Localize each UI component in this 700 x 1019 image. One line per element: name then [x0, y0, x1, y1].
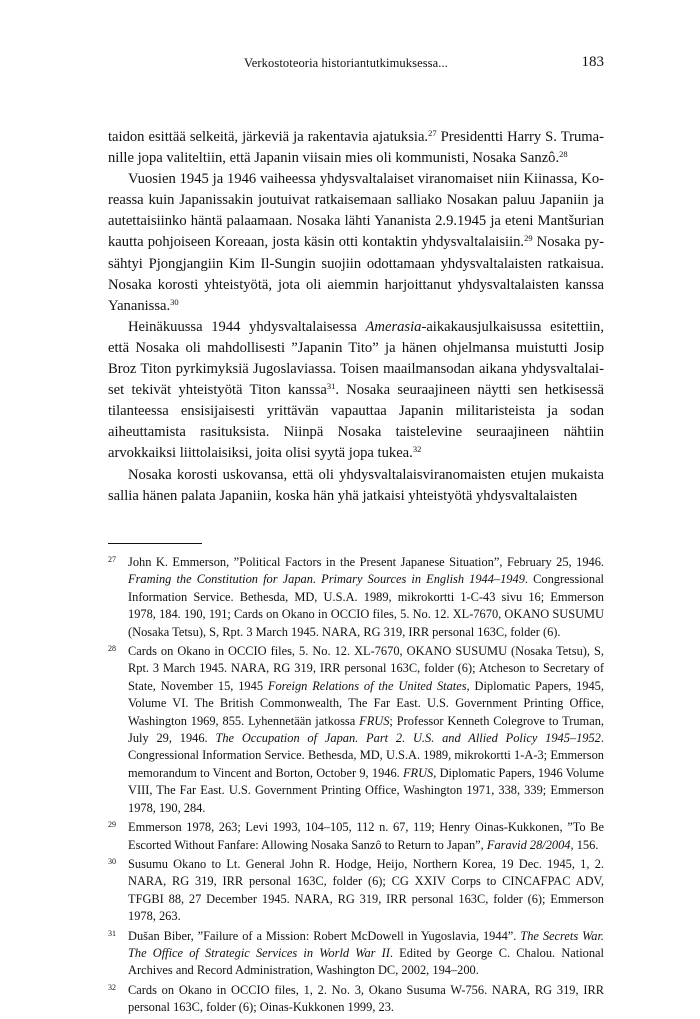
- text-run: . Nosaka seuraajineen näytti sen hetkisessä tilanteessa ensisijaisesti yrittävän vapauttaa Japanin militaristeista ja sodan aiheuttamista rasituksista. Niinpä Nosaka taistelevine seuraajineen nähtiin arvokkaiksi liittolaisiksi, joita olisi syytä jopa tukea.: [108, 382, 604, 462]
- footnote-30: [108, 856, 604, 926]
- footnote-ref: 32: [412, 444, 422, 455]
- footnote-ref: 31: [326, 381, 336, 392]
- footnote-29: [108, 819, 604, 854]
- text-run: Foreign Relations of the United States: [267, 678, 467, 693]
- text-run: -aikakausjulkaisussa esitettiin, että Nosaka oli mahdollisesti ”Japanin Tito” ja hänen ohjelmansa muistutti Josip Broz Titon pyrkimyksiä Jugoslaviassa. Toisen maailmansodan aikana yhdysvaltalaiset tekivät yhteistyötä Titon kanssa: [108, 318, 604, 399]
- text-run: Framing the Constitution for Japan. Primary Sources in English 1944–1949: [128, 572, 525, 587]
- text-run: Dušan Biber, ”Failure of a Mission: Robert McDowell in Yugoslavia, 1944”.: [128, 928, 521, 943]
- footnotes: [108, 554, 604, 1019]
- footnote-number: 32: [108, 982, 116, 992]
- text-run: , 156.: [570, 837, 599, 852]
- text-run: taidon esittää selkeitä, järkeviä ja rakentavia ajatuksia.: [108, 129, 429, 145]
- text-run: . Congressional Information Service. Bethesda, MD, U.S.A. 1989, mikrokortti 1-C-43 sivu 16; Emmerson 1978, 184. 190, 191; Cards on Okano in OCCIO files, 5. No. 12. XL-7670, OKANO SUSUMU (Nosaka Tetsu), S, Rpt. 3 March 1945. NARA, RG 319, IRR personal 163C, folder (6).: [128, 572, 605, 639]
- footnote-number: 27: [108, 555, 116, 564]
- text-run: The Secrets War. The Office of Strategic Services in World War II: [128, 928, 604, 960]
- footnote-ref: 27: [428, 128, 437, 138]
- footnote-ref: 30: [170, 296, 179, 307]
- text-run: Presidentti Harry S. Trumanille jopa valiteltiin, että Japanin viisain mies oli kommunisti, Nosaka Sanzô.: [108, 129, 604, 167]
- paragraph: [108, 465, 604, 507]
- footnote-31: [108, 928, 604, 980]
- text-run: Cards on Okano in OCCIO files, 1, 2. No. 3, Okano Susuma W-756. NARA, RG 319, IRR personal 163C, folder (6); Oinas-Kukkonen 1999, 23.: [128, 982, 604, 1015]
- footnote-28: [108, 643, 604, 817]
- footnote-27: [108, 554, 604, 641]
- text-run: Heinäkuussa 1944 yhdysvaltalaisessa: [128, 318, 366, 335]
- text-run: FRUS: [359, 713, 390, 728]
- text-run: Nosaka korosti uskovansa, että oli yhdysvaltalaisviranomaisten etujen mukaista sallia hänen palata Japaniin, koska hän yhä jatkaisi yhteistyötä yhdysvaltalaisten: [108, 466, 604, 504]
- text-run: , Diplomatic Papers, 1945, Volume VI. The British Commonwealth, The Far East. U.S. Government Printing Office, Washington 1969, 855. Lyhennetään jatkossa: [128, 678, 604, 728]
- footnote-divider: [108, 543, 202, 544]
- text-run: Faravid 28/2004: [486, 837, 571, 852]
- running-title: Verkostoteoria historiantutkimuksessa...: [244, 56, 448, 70]
- body-text: [108, 127, 604, 507]
- text-run: Nosaka pysähtyi Pjongjangiin Kim Il-Sungin suojiin odottamaan yhdysvaltalaisten ratkaisua. Nosaka korosti yhteistyötä, jota oli aiemmin harjoittanut yhdysvaltalaisten kanssa Yananissa.: [108, 234, 604, 314]
- text-run: Vuosien 1945 ja 1946 vaiheessa yhdysvaltalaiset viranomaiset niin Kiinassa, Koreassa kuin Japanissakin joutuivat ratkaisemaan salliako Nosakan paluu Japaniin ja autettaisiinko häntä palaamaan. Nosaka lähti Yananista 2.9.1945 ja eteni Mantšurian kautta pohjoiseen Koreaan, josta käsin otti kontaktin yhdysvaltalaisiin.: [108, 171, 604, 251]
- text-run: Emmerson 1978, 263; Levi 1993, 104–105, 112 n. 67, 119; Henry Oinas-Kukkonen, ”To Be Escorted Without Fanfare: Allowing Nosaka Sanzô to Return to Japan”,: [128, 820, 604, 852]
- text-run: , Diplomatic Papers, 1946 Volume VIII, The Far East. U.S. Government Printing Office, Washington 1971, 338, 339; Emmerson 1978, 190, 284.: [128, 765, 604, 815]
- text-run: . Congressional Information Service. Bethesda, MD, U.S.A. 1989, mikrokortti 1-A-3; Emmerson memorandum to Vincent and Borton, October 9, 1946.: [128, 731, 604, 780]
- paragraph: [108, 127, 604, 169]
- footnote-number: 30: [108, 856, 116, 866]
- text-run: Amerasia: [365, 318, 422, 335]
- text-run: FRUS: [402, 765, 434, 780]
- footnote-ref: 29: [524, 233, 533, 244]
- footnote-32: [108, 982, 604, 1017]
- running-header: [108, 56, 604, 76]
- footnote-number: 28: [108, 644, 116, 654]
- text-run: ; Professor Kenneth Colegrove to Truman, July 29, 1946.: [128, 713, 604, 746]
- text-run: . Edited by George C. Chalou. National Archives and Record Administration, Washington DC, 2002, 194–200.: [128, 945, 604, 978]
- footnote-number: 31: [108, 928, 116, 938]
- text-run: Cards on Okano in OCCIO files, 5. No. 12. XL-7670, OKANO SUSUMU (Nosaka Tetsu), S, Rpt. 3 March 1945. NARA, RG 319, IRR personal 163C, folder (6); Atcheson to Secretary of State, November 15, 1945: [128, 644, 604, 693]
- text-run: The Occupation of Japan. Part 2. U.S. and Allied Policy 1945–1952: [215, 731, 601, 746]
- footnote-ref: 28: [559, 149, 568, 160]
- footnote-number: 29: [108, 820, 116, 830]
- text-run: John K. Emmerson, ”Political Factors in the Present Japanese Situation”, February 25, 1946.: [128, 555, 604, 569]
- page-number: 183: [581, 54, 604, 70]
- paragraph: [108, 169, 604, 317]
- text-run: Susumu Okano to Lt. General John R. Hodge, Heijo, Northern Korea, 19 Dec. 1945, 1, 2. NARA, RG 319, IRR personal 163C, folder (6); CG XXIV Corps to CINCAFPAC ADV, TFGBI 88, 27 December 1945. NARA, RG 319, IRR personal 163C, folder (6); Emmerson 1978, 263.: [128, 856, 604, 924]
- paragraph: [108, 317, 604, 465]
